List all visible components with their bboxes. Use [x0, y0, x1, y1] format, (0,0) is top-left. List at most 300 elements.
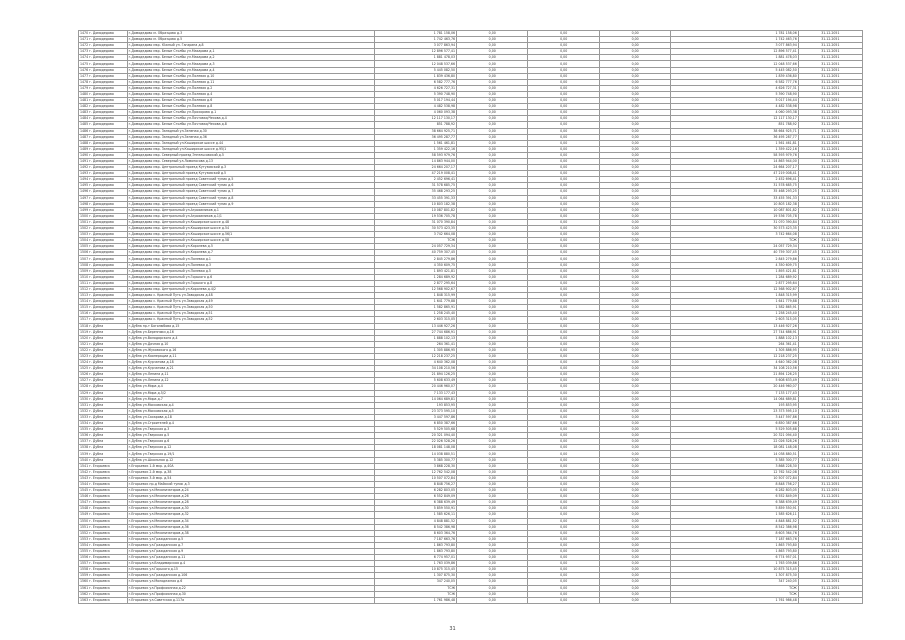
zero-cell-3: 0,00 [599, 390, 670, 396]
address-cell: г.Егорьевск ул.Механизаторов д.28 [127, 500, 375, 506]
zero-cell-2: 0,00 [528, 177, 599, 183]
address-cell: г.Дубна ул.Тверская д.3 [127, 427, 375, 433]
zero-cell-1: 0,00 [457, 378, 528, 384]
deadline-cell: 31.12.2051 [798, 116, 862, 122]
zero-cell-2: 0,00 [528, 512, 599, 518]
deadline-cell: 31.12.2051 [798, 469, 862, 475]
zero-cell-3: 0,00 [599, 286, 670, 292]
zero-cell-3: 0,00 [599, 128, 670, 134]
zero-cell-1: 0,00 [457, 390, 528, 396]
amount-cell: 1 863 793,80 [375, 548, 457, 554]
address-cell: г.Дубна ул.Жуковского д.16 [127, 347, 375, 353]
address-cell: г.Домодедово мкр. Центральный ул.Полевая д.1 [127, 256, 375, 262]
row-number-district: 1489 г. Домодедово [79, 146, 128, 152]
total-cell: 21 894 126,25 [671, 372, 798, 378]
total-cell: 36 495 287,77 [671, 134, 798, 140]
zero-cell-2: 0,00 [528, 207, 599, 213]
total-cell: 34 108 210,56 [671, 366, 798, 372]
register-table-body [79, 31, 863, 604]
address-cell: г.Домодедово мкр. Белые Столбы ул.Полевая д.11 [127, 79, 375, 85]
deadline-cell: 31.12.2051 [798, 524, 862, 530]
deadline-cell: 31.12.2051 [798, 396, 862, 402]
zero-cell-2: 0,00 [528, 591, 599, 597]
zero-cell-2: 0,00 [528, 378, 599, 384]
address-cell: г.Домодедово мкр. Центральный проезд Советский тупик д.8 [127, 195, 375, 201]
zero-cell-1: 0,00 [457, 463, 528, 469]
address-cell: г.Дубна ул.Мира д.7 [127, 396, 375, 402]
amount-cell: 1 881 478,03 [375, 55, 457, 61]
address-cell: г.Егорьевск 1-й мкр. д.40А [127, 463, 375, 469]
zero-cell-3: 0,00 [599, 158, 670, 164]
row-number-district: 1535 г. Дубна [79, 427, 128, 433]
deadline-cell: 31.12.2051 [798, 542, 862, 548]
address-cell: г.Домодедово мкр. Центральный проезд Советский тупик д.9 [127, 201, 375, 207]
zero-cell-2: 0,00 [528, 256, 599, 262]
row-number-district: 1545 г. Егорьевск [79, 488, 128, 494]
zero-cell-3: 0,00 [599, 274, 670, 280]
total-cell: 2 877 295,64 [671, 280, 798, 286]
zero-cell-2: 0,00 [528, 189, 599, 195]
deadline-cell: 31.12.2051 [798, 360, 862, 366]
zero-cell-2: 0,00 [528, 37, 599, 43]
total-cell: 31 578 685,75 [671, 183, 798, 189]
deadline-cell: 31.12.2051 [798, 250, 862, 256]
zero-cell-3: 0,00 [599, 372, 670, 378]
row-number-district: 1523 г. Дубна [79, 353, 128, 359]
zero-cell-3: 0,00 [599, 518, 670, 524]
amount-cell: 5 017 194,44 [375, 98, 457, 104]
row-number-district: 1472 г. Домодедово [79, 43, 128, 49]
address-cell: г.Дубна ул.Ленина д.12 [127, 378, 375, 384]
address-cell: г.Домодедово мкр. Центральный ул.Королева д.7 [127, 250, 375, 256]
total-cell: 7 187 663,76 [671, 536, 798, 542]
total-cell: 1 585 626,11 [671, 512, 798, 518]
total-cell: 8 603 364,76 [671, 530, 798, 536]
zero-cell-2: 0,00 [528, 414, 599, 420]
zero-cell-1: 0,00 [457, 561, 528, 567]
zero-cell-2: 0,00 [528, 171, 599, 177]
amount-cell: 14 064 689,81 [375, 396, 457, 402]
amount-cell: 4 060 093,38 [375, 110, 457, 116]
zero-cell-1: 0,00 [457, 31, 528, 37]
zero-cell-3: 0,00 [599, 408, 670, 414]
zero-cell-2: 0,00 [528, 433, 599, 439]
row-number-district: 1500 г. Домодедово [79, 213, 128, 219]
table-row [79, 597, 863, 603]
zero-cell-3: 0,00 [599, 542, 670, 548]
zero-cell-3: 0,00 [599, 171, 670, 177]
address-cell: г.Домодедово мкр. Центральный ул.Каширское шоссе д.54 [127, 226, 375, 232]
address-cell: г.Домодедово мкр. Центральный проезд Кутузовский д.5 [127, 171, 375, 177]
zero-cell-3: 0,00 [599, 548, 670, 554]
deadline-cell: 31.12.2051 [798, 494, 862, 500]
total-cell: 4 848 881,52 [671, 518, 798, 524]
zero-cell-3: 0,00 [599, 207, 670, 213]
zero-cell-1: 0,00 [457, 43, 528, 49]
amount-cell: 20 321 094,40 [375, 433, 457, 439]
deadline-cell: 31.12.2051 [798, 579, 862, 585]
zero-cell-1: 0,00 [457, 445, 528, 451]
zero-cell-3: 0,00 [599, 37, 670, 43]
total-cell: 3 447 597,86 [671, 414, 798, 420]
zero-cell-3: 0,00 [599, 445, 670, 451]
zero-cell-3: 0,00 [599, 494, 670, 500]
total-cell: 20 321 094,40 [671, 433, 798, 439]
address-cell: г.Дубна ул.Ленина д.11 [127, 372, 375, 378]
address-cell: г.Егорьевск ул.Механизаторов д.24 [127, 488, 375, 494]
row-number-district: 1485 г. Домодедово [79, 122, 128, 128]
amount-cell: 5 608 633,49 [375, 378, 457, 384]
amount-cell: 2 845 279,86 [375, 256, 457, 262]
deadline-cell: 31.12.2051 [798, 104, 862, 110]
zero-cell-2: 0,00 [528, 390, 599, 396]
zero-cell-1: 0,00 [457, 49, 528, 55]
address-cell: г.Домодедово мкр. Центральный проезд Советский тупик д.6 [127, 183, 375, 189]
address-cell: г.Домодедово с. Красный Путь ул.Заводская д.48 [127, 293, 375, 299]
zero-cell-1: 0,00 [457, 110, 528, 116]
deadline-cell: 31.12.2051 [798, 323, 862, 329]
amount-cell: 1 863 793,80 [375, 542, 457, 548]
address-cell: г.Дубна ул.Курчатова д.18 [127, 360, 375, 366]
address-cell: г.Егорьевск пр-д Майский тупик д.3 [127, 481, 375, 487]
deadline-cell: 31.12.2051 [798, 548, 862, 554]
address-cell: г.Домодедово мкр. Центральный проезд Кутузовский д.3 [127, 165, 375, 171]
zero-cell-3: 0,00 [599, 67, 670, 73]
zero-cell-2: 0,00 [528, 500, 599, 506]
address-cell: г.Домодедово мкр. Центральный ул.Горького д.8 [127, 280, 375, 286]
row-number-district: 1546 г. Егорьевск [79, 494, 128, 500]
zero-cell-1: 0,00 [457, 585, 528, 591]
row-number-district: 1525 г. Дубна [79, 366, 128, 372]
row-number-district: 1524 г. Дубна [79, 360, 128, 366]
deadline-cell: 31.12.2051 [798, 31, 862, 37]
zero-cell-2: 0,00 [528, 299, 599, 305]
row-number-district: 1519 г. Дубна [79, 329, 128, 335]
deadline-cell: 31.12.2051 [798, 110, 862, 116]
total-cell: 5 017 194,44 [671, 98, 798, 104]
zero-cell-3: 0,00 [599, 414, 670, 420]
row-number-district: 1549 г. Егорьевск [79, 512, 128, 518]
amount-cell: 10 803 182,38 [375, 201, 457, 207]
row-number-district: 1522 г. Дубна [79, 347, 128, 353]
address-cell: г.Домодедово мкр. Центральный ул.Агрохимиков д.1/1 [127, 213, 375, 219]
deadline-cell: 31.12.2051 [798, 268, 862, 274]
row-number-district: 1493 г. Домодедово [79, 171, 128, 177]
address-cell: г.Дубна ул.Московская д.5 [127, 408, 375, 414]
address-cell: г.Егорьевск ул.Гражданская д.5 [127, 536, 375, 542]
address-cell: г.Дубна ул.Школьная д.12 [127, 457, 375, 463]
amount-cell: 8 603 364,76 [375, 530, 457, 536]
total-cell: 1 307 875,30 [671, 573, 798, 579]
zero-cell-1: 0,00 [457, 433, 528, 439]
row-number-district: 1495 г. Домодедово [79, 183, 128, 189]
total-cell: 4 060 093,38 [671, 110, 798, 116]
row-number-district: 1539 г. Дубна [79, 451, 128, 457]
row-number-district: 1507 г. Домодедово [79, 256, 128, 262]
amount-cell: 5 529 505,68 [375, 427, 457, 433]
deadline-cell: 31.12.2051 [798, 421, 862, 427]
zero-cell-3: 0,00 [599, 299, 670, 305]
zero-cell-1: 0,00 [457, 341, 528, 347]
address-cell: г.Домодедово мкр. Центральный ул.Каширское шоссе д.58 [127, 238, 375, 244]
deadline-cell: 31.12.2051 [798, 286, 862, 292]
zero-cell-1: 0,00 [457, 189, 528, 195]
amount-cell: 3 447 597,86 [375, 414, 457, 420]
amount-cell: 18 081 148,08 [375, 445, 457, 451]
address-cell: г.Домодедово мкр. Белые Столбы ул.Полевая д.8 [127, 104, 375, 110]
row-number-district: 1475 г. Домодедово [79, 61, 128, 67]
deadline-cell: 31.12.2051 [798, 390, 862, 396]
total-cell: 1 258 245,40 [671, 311, 798, 317]
zero-cell-2: 0,00 [528, 122, 599, 128]
address-cell: г.Дубна ул.Мира д.5/2 [127, 390, 375, 396]
row-number-district: 1554 г. Егорьевск [79, 542, 128, 548]
address-cell: г.Домодедово мкр. Западный ул.Зеленая д.30 [127, 128, 375, 134]
row-number-district: 1478 г. Домодедово [79, 79, 128, 85]
zero-cell-1: 0,00 [457, 317, 528, 323]
address-cell: г.Домодедово мкр. Северный ул.Ломоносова д.13 [127, 158, 375, 164]
row-number-district: 1501 г. Домодедово [79, 219, 128, 225]
amount-cell: 5 390 748,90 [375, 91, 457, 97]
deadline-cell: 31.12.2051 [798, 37, 862, 43]
zero-cell-1: 0,00 [457, 524, 528, 530]
zero-cell-2: 0,00 [528, 366, 599, 372]
zero-cell-3: 0,00 [599, 43, 670, 49]
zero-cell-3: 0,00 [599, 347, 670, 353]
deadline-cell: 31.12.2051 [798, 597, 862, 603]
total-cell: 6 552 849,09 [671, 494, 798, 500]
deadline-cell: 31.12.2051 [798, 280, 862, 286]
row-number-district: 1536 г. Дубна [79, 433, 128, 439]
deadline-cell: 31.12.2051 [798, 347, 862, 353]
row-number-district: 1561 г. Егорьевск [79, 585, 128, 591]
zero-cell-2: 0,00 [528, 536, 599, 542]
zero-cell-2: 0,00 [528, 286, 599, 292]
zero-cell-2: 0,00 [528, 573, 599, 579]
amount-cell: 4 350 609,75 [375, 262, 457, 268]
address-cell: г.Дубна ул.Тверская д.12 [127, 445, 375, 451]
zero-cell-2: 0,00 [528, 439, 599, 445]
zero-cell-3: 0,00 [599, 506, 670, 512]
zero-cell-3: 0,00 [599, 146, 670, 152]
deadline-cell: 31.12.2051 [798, 85, 862, 91]
zero-cell-3: 0,00 [599, 177, 670, 183]
row-number-district: 1499 г. Домодедово [79, 207, 128, 213]
total-cell: 5 445 082,50 [671, 67, 798, 73]
amount-cell: ТСЖ [375, 238, 457, 244]
amount-cell: 12 896 577,41 [375, 49, 457, 55]
amount-cell: 23 373 595,10 [375, 408, 457, 414]
total-cell: 6 582 777,76 [671, 79, 798, 85]
zero-cell-1: 0,00 [457, 597, 528, 603]
address-cell: г.Домодедово мкр. Белые Столбы ул.Макарова д.3 [127, 61, 375, 67]
zero-cell-1: 0,00 [457, 238, 528, 244]
zero-cell-1: 0,00 [457, 360, 528, 366]
total-cell: 47 219 008,41 [671, 171, 798, 177]
amount-cell: 193 853,95 [375, 402, 457, 408]
total-cell: 1 561 461,81 [671, 140, 798, 146]
zero-cell-1: 0,00 [457, 262, 528, 268]
zero-cell-3: 0,00 [599, 536, 670, 542]
zero-cell-3: 0,00 [599, 61, 670, 67]
total-cell: 264 361,41 [671, 341, 798, 347]
row-number-district: 1526 г. Дубна [79, 372, 128, 378]
amount-cell: 40 759 307,45 [375, 250, 457, 256]
zero-cell-2: 0,00 [528, 567, 599, 573]
total-cell: 12 896 577,41 [671, 49, 798, 55]
row-number-district: 1509 г. Домодедово [79, 268, 128, 274]
deadline-cell: 31.12.2051 [798, 433, 862, 439]
row-number-district: 1518 г. Дубна [79, 323, 128, 329]
zero-cell-3: 0,00 [599, 79, 670, 85]
zero-cell-2: 0,00 [528, 238, 599, 244]
address-cell: г.Домодедово мкр. Центральный ул.Королева д.4/2 [127, 286, 375, 292]
amount-cell: 19 536 705,78 [375, 213, 457, 219]
zero-cell-1: 0,00 [457, 512, 528, 518]
zero-cell-3: 0,00 [599, 268, 670, 274]
amount-cell: ТСЖ [375, 585, 457, 591]
zero-cell-2: 0,00 [528, 463, 599, 469]
total-cell: 5 529 505,68 [671, 427, 798, 433]
zero-cell-2: 0,00 [528, 579, 599, 585]
row-number-district: 1505 г. Домодедово [79, 244, 128, 250]
address-cell: г.Егорьевск ул.Гражданская д.106 [127, 573, 375, 579]
row-number-district: 1481 г. Домодедово [79, 98, 128, 104]
zero-cell-3: 0,00 [599, 463, 670, 469]
deadline-cell: 31.12.2051 [798, 500, 862, 506]
row-number-district: 1557 г. Егорьевск [79, 561, 128, 567]
deadline-cell: 31.12.2051 [798, 293, 862, 299]
zero-cell-1: 0,00 [457, 226, 528, 232]
zero-cell-2: 0,00 [528, 219, 599, 225]
zero-cell-2: 0,00 [528, 98, 599, 104]
deadline-cell: 31.12.2051 [798, 445, 862, 451]
row-number-district: 1480 г. Домодедово [79, 91, 128, 97]
total-cell: 6 282 803,05 [671, 488, 798, 494]
row-number-district: 1510 г. Домодедово [79, 274, 128, 280]
zero-cell-3: 0,00 [599, 341, 670, 347]
zero-cell-2: 0,00 [528, 116, 599, 122]
row-number-district: 1512 г. Домодедово [79, 286, 128, 292]
deadline-cell: 31.12.2051 [798, 256, 862, 262]
deadline-cell: 31.12.2051 [798, 567, 862, 573]
address-cell: г.Дубна ул.Курчатова д.21 [127, 366, 375, 372]
zero-cell-1: 0,00 [457, 414, 528, 420]
row-number-district: 1474 г. Домодедово [79, 55, 128, 61]
zero-cell-3: 0,00 [599, 232, 670, 238]
zero-cell-2: 0,00 [528, 201, 599, 207]
zero-cell-2: 0,00 [528, 134, 599, 140]
total-cell: 27 744 686,91 [671, 329, 798, 335]
row-number-district: 1511 г. Домодедово [79, 280, 128, 286]
zero-cell-3: 0,00 [599, 353, 670, 359]
amount-cell: 4 640 362,08 [375, 360, 457, 366]
zero-cell-1: 0,00 [457, 250, 528, 256]
deadline-cell: 31.12.2051 [798, 475, 862, 481]
zero-cell-2: 0,00 [528, 335, 599, 341]
zero-cell-2: 0,00 [528, 305, 599, 311]
address-cell: г.Егорьевск 3-й мкр. д.54 [127, 475, 375, 481]
zero-cell-3: 0,00 [599, 85, 670, 91]
total-cell: 1 781 158,06 [671, 31, 798, 37]
zero-cell-3: 0,00 [599, 140, 670, 146]
zero-cell-1: 0,00 [457, 158, 528, 164]
total-cell: 2 603 315,05 [671, 317, 798, 323]
deadline-cell: 31.12.2051 [798, 488, 862, 494]
amount-cell: 1 585 626,11 [375, 512, 457, 518]
deadline-cell: 31.12.2051 [798, 317, 862, 323]
address-cell: г.Дубна ул.Тверская д.19/1 [127, 451, 375, 457]
deadline-cell: 31.12.2051 [798, 451, 862, 457]
zero-cell-3: 0,00 [599, 427, 670, 433]
zero-cell-1: 0,00 [457, 244, 528, 250]
zero-cell-2: 0,00 [528, 226, 599, 232]
address-cell: г.Домодедово мкр. Белые Столбы ул.Макарова д.4 [127, 67, 375, 73]
total-cell: 4 350 609,75 [671, 262, 798, 268]
address-cell: г.Домодедово м. Образцово д.3 [127, 31, 375, 37]
total-cell: 1 641 779,88 [671, 299, 798, 305]
zero-cell-1: 0,00 [457, 299, 528, 305]
zero-cell-2: 0,00 [528, 152, 599, 158]
zero-cell-1: 0,00 [457, 286, 528, 292]
total-cell: 1 848 315,99 [671, 293, 798, 299]
amount-cell: 12 762 542,08 [375, 469, 457, 475]
zero-cell-3: 0,00 [599, 183, 670, 189]
total-cell: 4 640 362,08 [671, 360, 798, 366]
zero-cell-1: 0,00 [457, 128, 528, 134]
zero-cell-1: 0,00 [457, 536, 528, 542]
amount-cell: 4 626 727,31 [375, 85, 457, 91]
deadline-cell: 31.12.2051 [798, 79, 862, 85]
address-cell: г.Егорьевск ул.Механизаторов д.36 [127, 524, 375, 530]
zero-cell-2: 0,00 [528, 61, 599, 67]
amount-cell: 10 875 315,45 [375, 567, 457, 573]
deadline-cell: 31.12.2051 [798, 366, 862, 372]
row-number-district: 1529 г. Дубна [79, 390, 128, 396]
zero-cell-2: 0,00 [528, 494, 599, 500]
zero-cell-1: 0,00 [457, 591, 528, 597]
deadline-cell: 31.12.2051 [798, 177, 862, 183]
amount-cell: 33 455 391,33 [375, 195, 457, 201]
deadline-cell: 31.12.2051 [798, 201, 862, 207]
zero-cell-1: 0,00 [457, 469, 528, 475]
address-cell: г.Егорьевск ул.Профсоюзная д.22 [127, 585, 375, 591]
row-number-district: 1563 г. Егорьевск [79, 597, 128, 603]
zero-cell-1: 0,00 [457, 548, 528, 554]
deadline-cell: 31.12.2051 [798, 55, 862, 61]
zero-cell-3: 0,00 [599, 555, 670, 561]
address-cell: г.Дубна ул.Березняки д.16 [127, 329, 375, 335]
total-cell: 24 664 207,17 [671, 165, 798, 171]
zero-cell-2: 0,00 [528, 555, 599, 561]
address-cell: г.Егорьевск ул.Механизаторов д.26 [127, 494, 375, 500]
address-cell: г.Егорьевск ул.Механизаторов д.38 [127, 530, 375, 536]
address-cell: г.Домодедово мкр. Белые Столбы ул.Полевая д.4 [127, 91, 375, 97]
amount-cell: 12 218 237,25 [375, 353, 457, 359]
amount-cell: 5 385 300,77 [375, 457, 457, 463]
address-cell: г.Домодедово мкр. Западный ул.Каширское шоссе д.44 [127, 140, 375, 146]
deadline-cell: 31.12.2051 [798, 481, 862, 487]
row-number-district: 1488 г. Домодедово [79, 140, 128, 146]
zero-cell-2: 0,00 [528, 280, 599, 286]
deadline-cell: 31.12.2051 [798, 219, 862, 225]
deadline-cell: 31.12.2051 [798, 299, 862, 305]
zero-cell-2: 0,00 [528, 146, 599, 152]
amount-cell: 8 848 756,27 [375, 481, 457, 487]
deadline-cell: 31.12.2051 [798, 427, 862, 433]
zero-cell-3: 0,00 [599, 475, 670, 481]
deadline-cell: 31.12.2051 [798, 98, 862, 104]
